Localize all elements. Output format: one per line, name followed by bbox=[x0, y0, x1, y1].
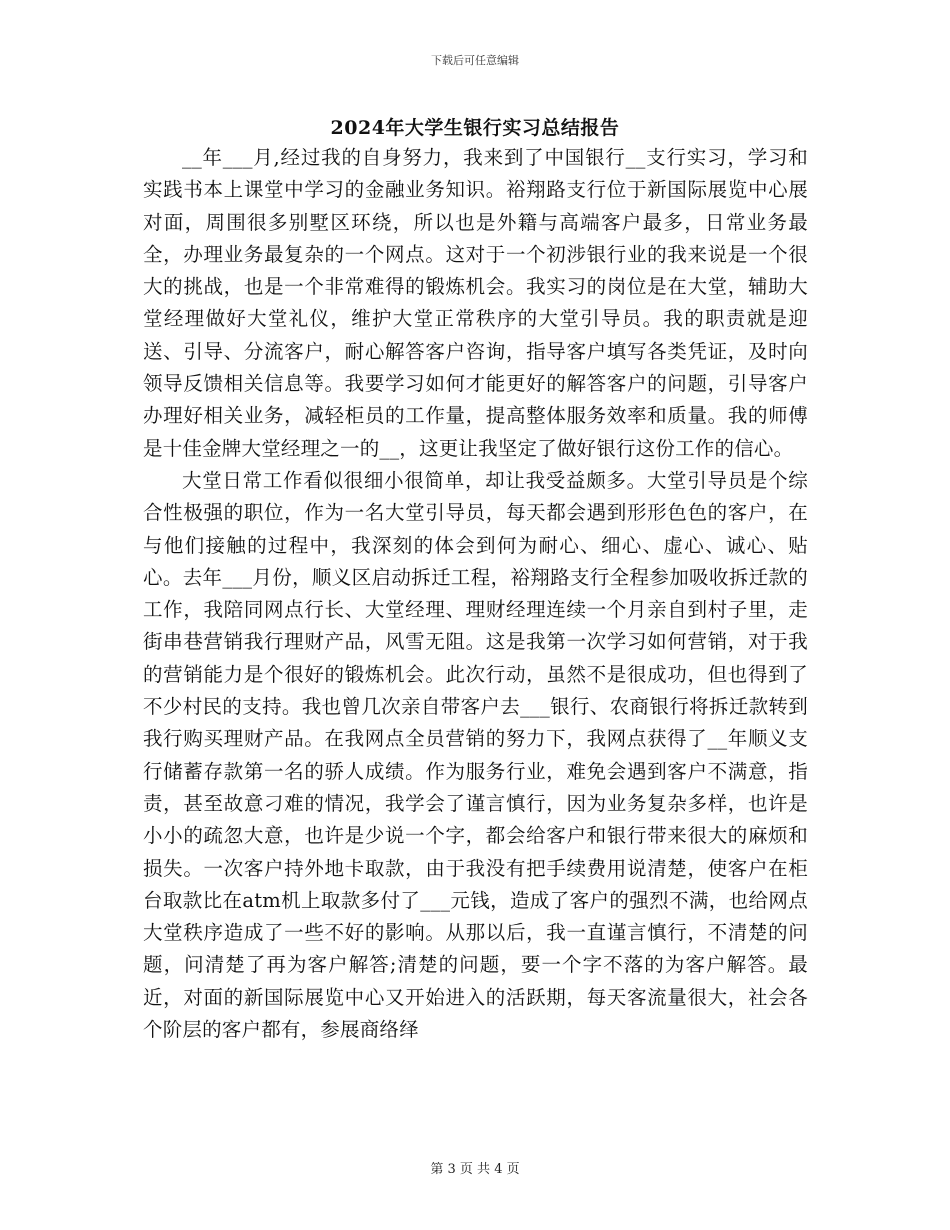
page-header-note: 下载后可任意编辑 bbox=[431, 54, 519, 67]
paragraph: __年___月,经过我的自身努力，我来到了中国银行__支行实习，学习和实践书本上课堂中学习的金融业务知识。裕翔路支行位于新国际展览中心展对面，周围很多别墅区环绕，所以也是外籍与高端客户最多，日常业务最全，办理业务最复杂的一个网点。这对于一个初涉银行业的我来说是一个很大的挑战，也是一个非常难得的锻炼机会。我实习的岗位是在大堂，辅助大堂经理做好大堂礼仪，维护大堂正常秩序的大堂引导员。我的职责就是迎送、引导、分流客户，耐心解答客户咨询，指导客户填写各类凭证，及时向领导反馈相关信息等。我要学习如何才能更好的解答客户的问题，引导客户办理好相关业务，减轻柜员的工作量，提高整体服务效率和质量。我的师傅是十佳金牌大堂经理之一的__，这更让我坚定了做好银行这份工作的信心。 bbox=[143, 146, 808, 460]
page-number: 第 3 页 共 4 页 bbox=[430, 1162, 520, 1177]
document-title: 2024年大学生银行实习总结报告 bbox=[330, 117, 620, 139]
document-body bbox=[143, 142, 808, 1046]
paragraph: 大堂日常工作看似很细小很简单，却让我受益颇多。大堂引导员是个综合性极强的职位，作为一名大堂引导员，每天都会遇到形形色色的客户，在与他们接触的过程中，我深刻的体会到何为耐心、细心、虚心、诚心、贴心。去年___月份，顺义区启动拆迁工程，裕翔路支行全程参加吸收拆迁款的工作，我陪同网点行长、大堂经理、理财经理连续一个月亲自到村子里，走街串巷营销我行理财产品，风雪无阻。这是我第一次学习如何营销，对于我的营销能力是个很好的锻炼机会。此次行动，虽然不是很成功，但也得到了不少村民的支持。我也曾几次亲自带客户去___银行、农商银行将拆迁款转到我行购买理财产品。在我网点全员营销的努力下，我网点获得了__年顺义支行储蓄存款第一名的骄人成绩。作为服务行业，难免会遇到客户不满意，指责，甚至故意刁难的情况，我学会了谨言慎行，因为业务复杂多样，也许是小小的疏忽大意，也许是少说一个字，都会给客户和银行带来很大的麻烦和损失。一次客户持外地卡取款，由于我没有把手续费用说清楚，使客户在柜台取款比在atm机上取款多付了___元钱，造成了客户的强烈不满，也给网点大堂秩序造成了一些不好的影响。从那以后，我一直谨言慎行，不清楚的问题，问清楚了再为客户解答;清楚的问题，要一个字不落的为客户解答。最近，对面的新国际展览中心又开始进入的活跃期，每天客流量很大，社会各个阶层的客户都有，参展商络绎 bbox=[143, 468, 808, 1042]
